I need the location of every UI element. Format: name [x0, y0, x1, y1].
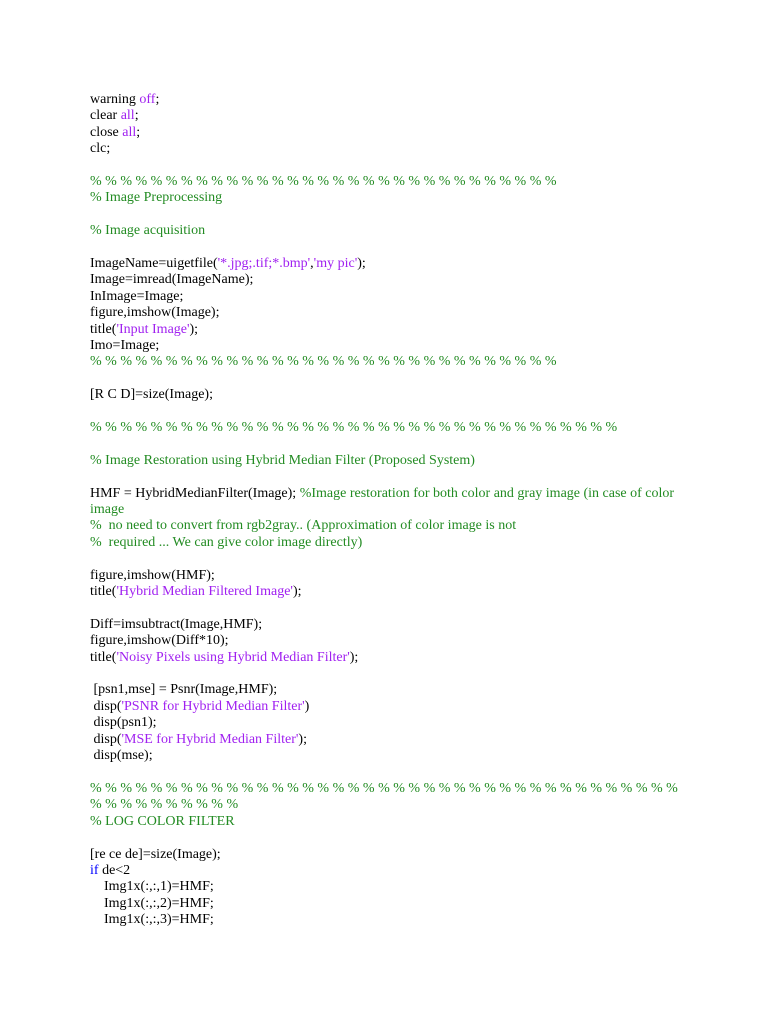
string-token: off [139, 92, 156, 107]
code-line [90, 289, 680, 305]
code-token: ); [189, 321, 199, 337]
blank-line [90, 600, 680, 616]
comment-token: % required ... We can give color image directly) [90, 534, 363, 550]
string-token: all [120, 108, 135, 124]
code-line [90, 486, 680, 519]
code-token: , [310, 256, 314, 272]
code-line [90, 699, 680, 715]
code-token: [R C D]=size(Image); [90, 387, 213, 403]
code-line [90, 92, 680, 108]
blank-line [90, 207, 680, 223]
code-line [90, 879, 680, 895]
code-token: InImage=Image; [90, 288, 184, 304]
code-token: figure,imshow(Diff*10); [90, 633, 229, 649]
code-line [90, 338, 680, 354]
code-token: Diff=imsubtract(Image,HMF); [90, 616, 263, 632]
code-token: HMF = HybridMedianFilter(Image); [90, 485, 300, 501]
code-token: ); [349, 649, 359, 665]
comment-token: % LOG COLOR FILTER [90, 813, 235, 829]
blank-line [90, 404, 680, 420]
code-line [90, 847, 680, 863]
code-token: disp(psn1); [90, 715, 157, 731]
comment-token: % Image Restoration using Hybrid Median Filter (Proposed System) [90, 452, 475, 468]
code-line [90, 682, 680, 698]
blank-line [90, 436, 680, 452]
string-token: 'MSE for Hybrid Median Filter' [121, 731, 299, 747]
code-line [90, 748, 680, 764]
blank-line [90, 765, 680, 781]
string-token: 'Hybrid Median Filtered Image' [116, 584, 293, 600]
code-token: title( [90, 321, 117, 337]
code-token: disp( [90, 698, 122, 714]
string-token: '*.jpg;.tif;*.bmp' [217, 256, 311, 272]
string-token: 'Noisy Pixels using Hybrid Median Filter' [116, 649, 350, 665]
comment-token: % Image Preprocessing [90, 190, 223, 206]
blank-line [90, 551, 680, 567]
code-line [90, 912, 680, 928]
comment-token: % Image acquisition [90, 223, 206, 239]
code-token: figure,imshow(Image); [90, 305, 220, 321]
keyword-token: if [90, 862, 99, 878]
code-line [90, 535, 680, 551]
code-listing [90, 92, 680, 929]
string-token: 'Input Image' [116, 321, 190, 337]
blank-line [90, 371, 680, 387]
blank-line [90, 830, 680, 846]
code-token: clc; [90, 141, 111, 157]
code-token: disp( [90, 731, 122, 747]
code-token: title( [90, 649, 117, 665]
code-line [90, 322, 680, 338]
code-line [90, 568, 680, 584]
string-token: all [122, 124, 137, 140]
code-line [90, 650, 680, 666]
code-token: Img1x(:,:,3)=HMF; [90, 912, 214, 928]
string-token: 'PSNR for Hybrid Median Filter' [121, 698, 305, 714]
code-token: [psn1,mse] = Psnr(Image,HMF); [90, 682, 278, 698]
blank-line [90, 666, 680, 682]
code-line [90, 896, 680, 912]
comment-token: % % % % % % % % % % % % % % % % % % % % % % % % % % % % % % % % % % % % % % % % % % % % % % % % % [90, 780, 682, 813]
code-token: title( [90, 584, 117, 600]
code-line [90, 863, 680, 879]
blank-line [90, 240, 680, 256]
code-line [90, 108, 680, 124]
comment-token: %Image restoration for both color and gray image (in case of color image [90, 485, 678, 518]
code-token: disp(mse); [90, 748, 153, 764]
code-line [90, 715, 680, 731]
code-token: de<2 [98, 862, 131, 878]
code-token: ImageName=uigetfile( [90, 256, 218, 272]
code-line [90, 633, 680, 649]
code-line [90, 305, 680, 321]
code-token: Imo=Image; [90, 338, 160, 354]
code-token: Image=imread(ImageName); [90, 272, 254, 288]
comment-token: % % % % % % % % % % % % % % % % % % % % % % % % % % % % % % % [90, 354, 557, 370]
code-line [90, 814, 680, 830]
code-line [90, 584, 680, 600]
comment-token: % % % % % % % % % % % % % % % % % % % % % % % % % % % % % % % [90, 174, 557, 190]
code-token: ); [357, 256, 366, 272]
code-line [90, 518, 680, 534]
code-line [90, 453, 680, 469]
comment-token: % no need to convert from rgb2gray.. (Approximation of color image is not [90, 518, 517, 534]
code-token: clear [90, 108, 121, 124]
code-token: ; [136, 124, 141, 140]
code-token: ; [155, 92, 160, 107]
code-token: [re ce de]=size(Image); [90, 846, 221, 862]
code-line [90, 272, 680, 288]
code-line [90, 617, 680, 633]
code-token: Img1x(:,:,2)=HMF; [90, 895, 214, 911]
string-token: 'my pic' [313, 256, 358, 272]
code-token: ; [134, 108, 139, 124]
code-line [90, 125, 680, 141]
code-line [90, 387, 680, 403]
code-token: ); [292, 584, 302, 600]
code-line [90, 174, 680, 190]
code-line [90, 781, 680, 814]
code-token: warning [90, 92, 140, 107]
blank-line [90, 469, 680, 485]
code-token: Img1x(:,:,1)=HMF; [90, 879, 214, 895]
code-token: close [90, 124, 123, 140]
comment-token: % % % % % % % % % % % % % % % % % % % % % % % % % % % % % % % % % % % [90, 420, 618, 436]
code-line [90, 732, 680, 748]
code-token: ) [304, 698, 310, 714]
code-line [90, 354, 680, 370]
code-line [90, 256, 680, 272]
code-line [90, 190, 680, 206]
code-token: ); [298, 731, 307, 747]
code-token: figure,imshow(HMF); [90, 567, 215, 583]
code-line [90, 223, 680, 239]
blank-line [90, 158, 680, 174]
code-line [90, 141, 680, 157]
code-line [90, 420, 680, 436]
